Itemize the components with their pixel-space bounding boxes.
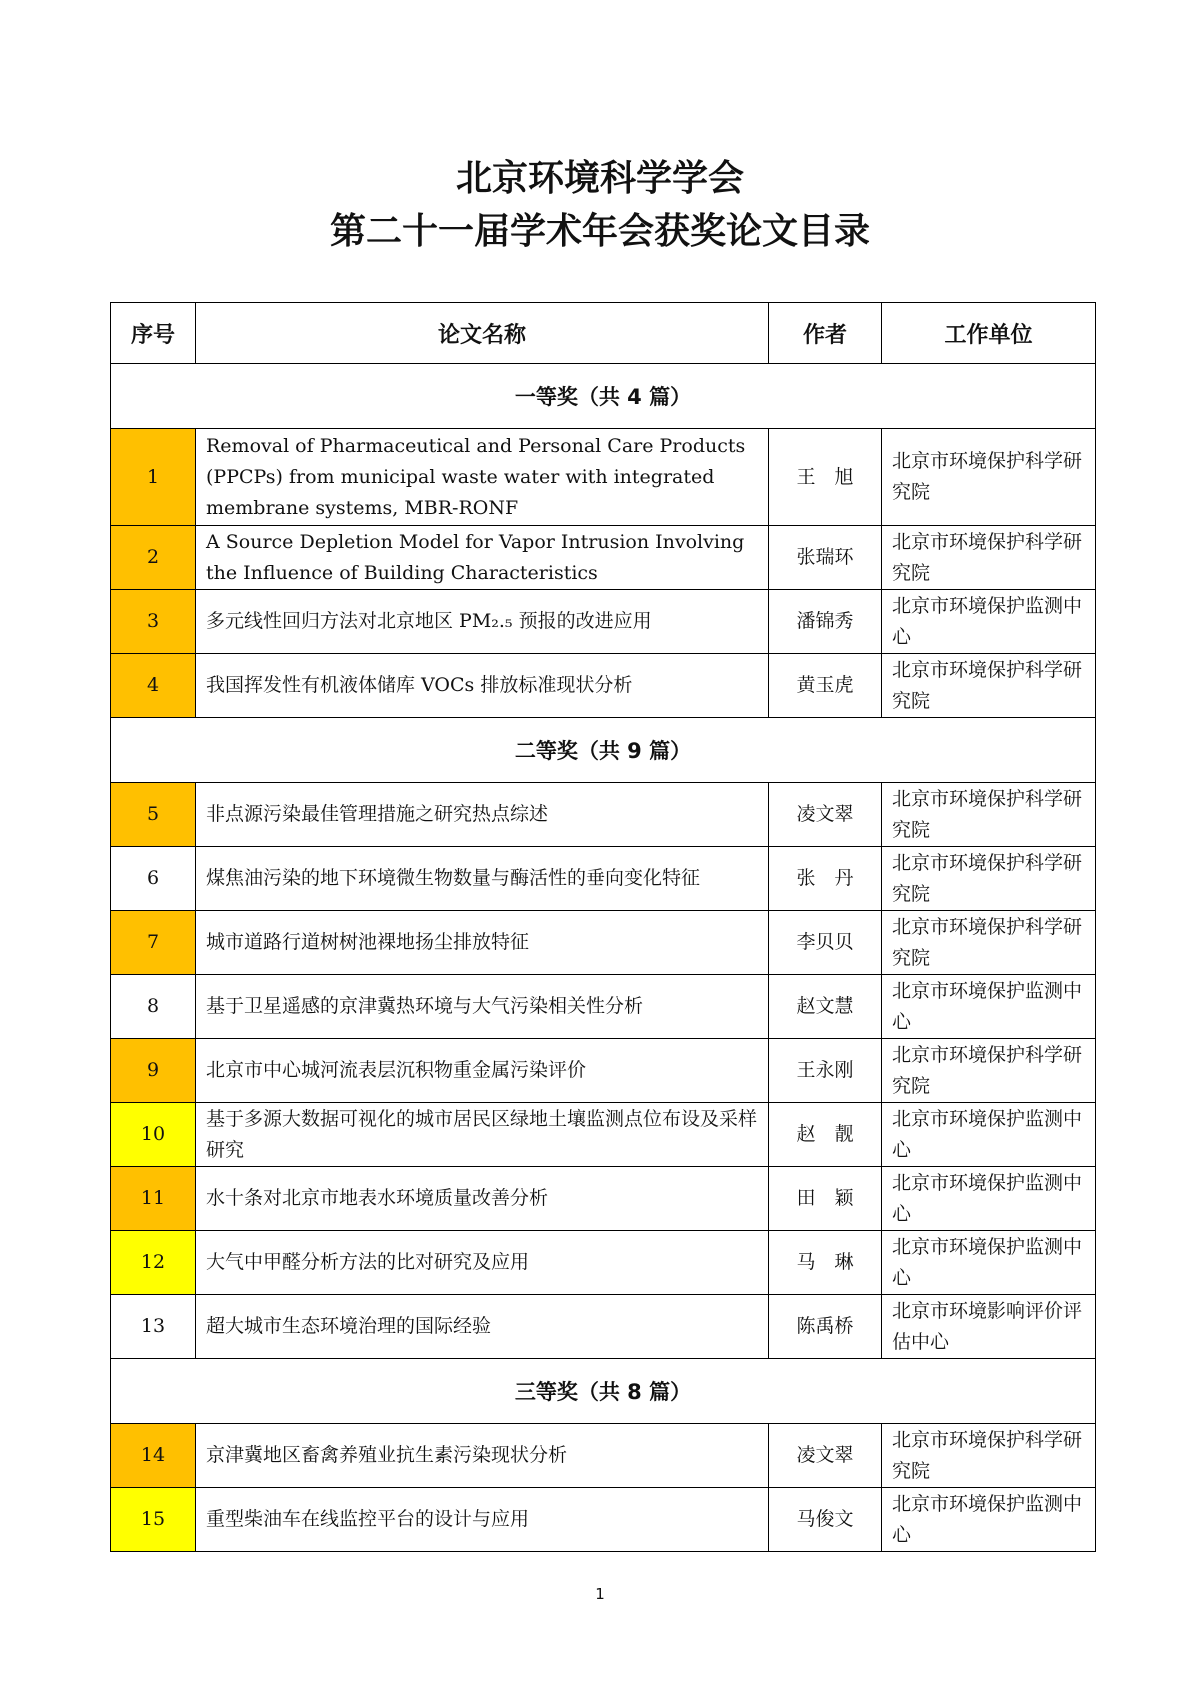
- section-row: [111, 718, 1096, 783]
- document-title-line1: 北京环境科学学会: [455, 158, 744, 199]
- section-row: [111, 364, 1096, 429]
- table-body: [111, 364, 1096, 1552]
- header-num: 序号: [111, 303, 196, 364]
- section-label: 三等奖（共 8 篇）: [111, 1359, 1096, 1424]
- row-number: 1: [111, 429, 196, 526]
- organization: 北京市环境保护监测中心: [882, 590, 1096, 654]
- row-number: 15: [111, 1488, 196, 1552]
- table-row: [111, 654, 1096, 718]
- paper-title: 水十条对北京市地表水环境质量改善分析: [196, 1167, 769, 1231]
- organization: 北京市环境保护科学研究院: [882, 429, 1096, 526]
- row-number: 5: [111, 783, 196, 847]
- table-row: [111, 590, 1096, 654]
- table-row: [111, 1167, 1096, 1231]
- organization: 北京市环境保护监测中心: [882, 1231, 1096, 1295]
- organization: 北京市环境保护科学研究院: [882, 526, 1096, 590]
- paper-title: 基于卫星遥感的京津冀热环境与大气污染相关性分析: [196, 975, 769, 1039]
- row-number: 9: [111, 1039, 196, 1103]
- paper-title: 重型柴油车在线监控平台的设计与应用: [196, 1488, 769, 1552]
- row-number: 2: [111, 526, 196, 590]
- row-number: 11: [111, 1167, 196, 1231]
- row-number: 3: [111, 590, 196, 654]
- paper-title: 我国挥发性有机液体储库 VOCs 排放标准现状分析: [196, 654, 769, 718]
- awards-table: [110, 302, 1096, 1552]
- author-name: 王 旭: [769, 429, 882, 526]
- author-name: 陈禹桥: [769, 1295, 882, 1359]
- paper-title: 北京市中心城河流表层沉积物重金属污染评价: [196, 1039, 769, 1103]
- paper-title: 城市道路行道树树池裸地扬尘排放特征: [196, 911, 769, 975]
- paper-title: A Source Depletion Model for Vapor Intrusion Involving the Influence of Building Characteristics: [196, 526, 769, 590]
- table-row: [111, 783, 1096, 847]
- section-label: 一等奖（共 4 篇）: [111, 364, 1096, 429]
- header-author: 作者: [769, 303, 882, 364]
- organization: 北京市环境保护科学研究院: [882, 783, 1096, 847]
- table-row: [111, 1103, 1096, 1167]
- table-row: [111, 1488, 1096, 1552]
- paper-title: 多元线性回归方法对北京地区 PM₂.₅ 预报的改进应用: [196, 590, 769, 654]
- author-name: 马俊文: [769, 1488, 882, 1552]
- table-row: [111, 429, 1096, 526]
- table-row: [111, 1039, 1096, 1103]
- table-row: [111, 847, 1096, 911]
- author-name: 王永刚: [769, 1039, 882, 1103]
- document-title-line2: 第二十一届学术年会获奖论文目录: [329, 211, 870, 252]
- author-name: 凌文翠: [769, 783, 882, 847]
- row-number: 10: [111, 1103, 196, 1167]
- row-number: 4: [111, 654, 196, 718]
- paper-title: 基于多源大数据可视化的城市居民区绿地土壤监测点位布设及采样研究: [196, 1103, 769, 1167]
- paper-title: 京津冀地区畜禽养殖业抗生素污染现状分析: [196, 1424, 769, 1488]
- row-number: 12: [111, 1231, 196, 1295]
- author-name: 马 琳: [769, 1231, 882, 1295]
- organization: 北京市环境保护科学研究院: [882, 911, 1096, 975]
- organization: 北京市环境保护科学研究院: [882, 847, 1096, 911]
- row-number: 8: [111, 975, 196, 1039]
- author-name: 潘锦秀: [769, 590, 882, 654]
- organization: 北京市环境保护监测中心: [882, 1167, 1096, 1231]
- page-number: 1: [595, 1585, 605, 1603]
- row-number: 14: [111, 1424, 196, 1488]
- table-row: [111, 975, 1096, 1039]
- row-number: 13: [111, 1295, 196, 1359]
- table-row: [111, 1424, 1096, 1488]
- author-name: 张 丹: [769, 847, 882, 911]
- organization: 北京市环境保护科学研究院: [882, 654, 1096, 718]
- header-org: 工作单位: [882, 303, 1096, 364]
- paper-title: 大气中甲醛分析方法的比对研究及应用: [196, 1231, 769, 1295]
- author-name: 张瑞环: [769, 526, 882, 590]
- paper-title: 非点源污染最佳管理措施之研究热点综述: [196, 783, 769, 847]
- table-row: [111, 1231, 1096, 1295]
- organization: 北京市环境保护科学研究院: [882, 1039, 1096, 1103]
- organization: 北京市环境保护监测中心: [882, 1103, 1096, 1167]
- row-number: 7: [111, 911, 196, 975]
- table-header-row: [111, 303, 1096, 364]
- paper-title: Removal of Pharmaceutical and Personal Care Products (PPCPs) from municipal waste water with integrated membrane systems, MBR-RONF: [196, 429, 769, 526]
- table-row: [111, 911, 1096, 975]
- author-name: 田 颖: [769, 1167, 882, 1231]
- author-name: 凌文翠: [769, 1424, 882, 1488]
- table-row: [111, 526, 1096, 590]
- organization: 北京市环境保护监测中心: [882, 975, 1096, 1039]
- paper-title: 煤焦油污染的地下环境微生物数量与酶活性的垂向变化特征: [196, 847, 769, 911]
- author-name: 赵文慧: [769, 975, 882, 1039]
- organization: 北京市环境影响评价评估中心: [882, 1295, 1096, 1359]
- author-name: 李贝贝: [769, 911, 882, 975]
- header-title: 论文名称: [196, 303, 769, 364]
- organization: 北京市环境保护科学研究院: [882, 1424, 1096, 1488]
- row-number: 6: [111, 847, 196, 911]
- section-label: 二等奖（共 9 篇）: [111, 718, 1096, 783]
- author-name: 赵 靓: [769, 1103, 882, 1167]
- paper-title: 超大城市生态环境治理的国际经验: [196, 1295, 769, 1359]
- organization: 北京市环境保护监测中心: [882, 1488, 1096, 1552]
- section-row: [111, 1359, 1096, 1424]
- author-name: 黄玉虎: [769, 654, 882, 718]
- table-row: [111, 1295, 1096, 1359]
